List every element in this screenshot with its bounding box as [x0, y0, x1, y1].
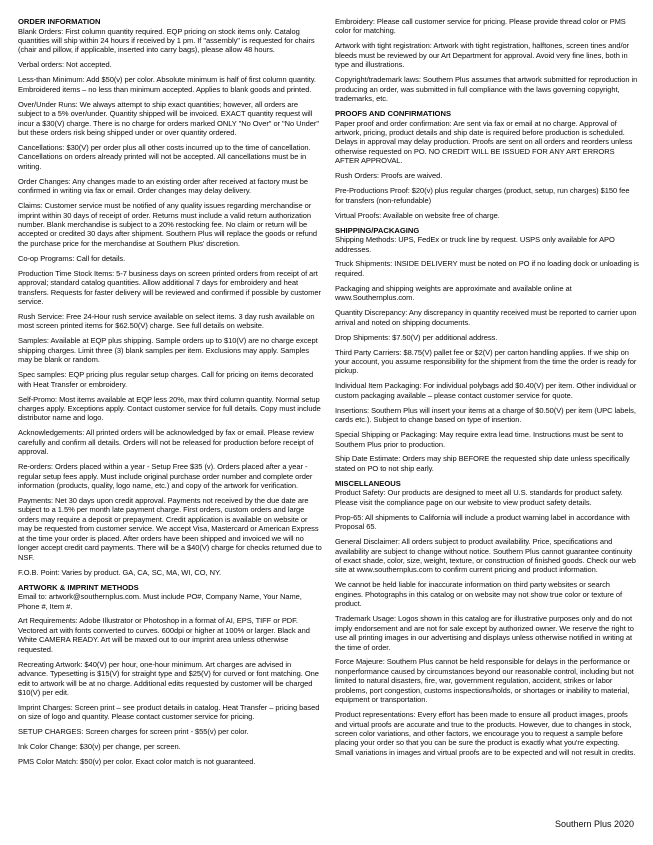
right-column — [335, 17, 639, 763]
paragraph: Third Party Carriers: $8.75(V) pallet fee or $2(V) per carton handling applies. If we ship on your account, you assume responsibility for the shipment from the time the order is ready for pickup. — [335, 347, 637, 376]
paragraph: Imprint Charges: Screen print – see product details in catalog. Heat Transfer – pricing based on size of logo and quantity. Please contact customer service for pricing. — [18, 702, 320, 722]
paragraph: Individual Item Packaging: For individual polybags add $0.40(V) per item. Other individual or custom packaging available – please contact customer service for quote. — [335, 381, 637, 400]
paragraph: Spec samples: EQP pricing plus regular setup charges. Call for pricing on items decorated with Heat Transfer or embroidery. — [18, 370, 314, 389]
paragraph: Prop-65: All shipments to California will include a product warning label in accordance with Proposal 65. — [335, 512, 630, 532]
paragraph: PMS Color Match: $50(v) per color. Exact color match is not guaranteed. — [18, 757, 256, 767]
paragraph: Copyright/trademark laws: Southern Plus assumes that artwork submitted for reproduction in producing an order, was submitted in full compliance with the laws governing copyright, trademarks, etc. — [335, 75, 638, 104]
paragraph: Paper proof and order confirmation: Are sent via fax or email at no charge. Approval of artwork, pricing, product details and ship date is required before production is scheduled. Delays in approval may delay production. Proofs are sent on all orders and reorders unless otherwise requested on PO. NO CREDIT WILL BE ISSUED FOR ANY ART ERRORS AFTER APPROVAL. — [335, 118, 633, 166]
paragraph: Self-Promo: Most items available at EQP less 20%, max third column quantity. Normal setup charges apply. Exceptions apply. Contact customer service for full details. Copy must include distributor name and logo. — [18, 394, 321, 423]
paragraph: Over/Under Runs: We always attempt to ship exact quantities; however, all orders are subject to a 5% over/under. Quantity shipped will be invoiced. EXACT quantity request will incur a $30(V) charge. There is no charge for orders marked ONLY "No Over" or "No Under" but these orders risk being shipped under or over quantity ordered. — [18, 99, 319, 137]
paragraph: Recreating Artwork: $40(V) per hour, one-hour minimum. Art charges are advised in advance. Typesetting is $15(V) for straight type and $25(V) for curved or font matching. One edit to artwork will be at no charge. Additional edits requested by customer will be charged $10(V) per edit. — [18, 659, 319, 697]
paragraph: Truck Shipments: INSIDE DELIVERY must be noted on PO if no loading dock or unloading is required. — [335, 259, 640, 278]
paragraph: Co-op Programs: Call for details. — [18, 253, 126, 263]
paragraph: Virtual Proofs: Available on website free of charge. — [335, 210, 500, 220]
paragraph: Order Changes: Any changes made to an existing order after received at factory must be confirmed in writing via fax or email. Order changes may delay delivery. — [18, 176, 309, 196]
paragraph: Pre-Productions Proof: $20(v) plus regular charges (product, setup, run charges) $150 fee for transfers (non-refundable) — [335, 186, 630, 205]
section-heading: PROOFS AND CONFIRMATIONS — [335, 109, 452, 118]
document-section — [335, 226, 639, 474]
paragraph: Artwork with tight registration: Artwork with tight registration, halftones, screen tines and/or bleeds must be reviewed by our Art Department for approval. Avoid very fine lines, both in type and illustrations. — [335, 41, 630, 70]
document-section — [335, 479, 639, 758]
paragraph: Product representations: Every effort has been made to ensure all product images, proofs and virtual proofs are accurate and true to the products. However, due to changes in stock, screen color variations, and other factors, we encourage you to request a sample before placing your order so that you can be sure the product is exactly what you're expecting. Small variations in images and virtual proofs are to be expected and will not result in credits. — [335, 710, 636, 757]
document-section — [335, 109, 639, 220]
paragraph: SETUP CHARGES: Screen charges for screen print - $55(v) per color. — [18, 727, 249, 737]
paragraph: Claims: Customer service must be notified of any quality issues regarding merchandise or imprint within 30 days of receipt of order. Returns must include a valid return authorization number. Blank merchandise is subject to a 20% restocking fee. No claim or return will be accepted or credited 30 days after shipment. Southern Plus will replace the goods or refund the purchase price for the merchandise at Southern Plus' discretion. — [18, 201, 317, 248]
paragraph: Embroidery: Please call customer service for pricing. Please provide thread color or PMS color for matching. — [335, 17, 626, 36]
paragraph: Less-than Minimum: Add $50(v) per color. Absolute minimum is half of first column quantity. Embroidered items – no less than minimum accepted. Applies to blank goods and printed. — [18, 75, 316, 94]
section-heading: SHIPPING/PACKAGING — [335, 225, 420, 235]
paragraph: Production Time Stock Items: 5-7 business days on screen printed orders from receipt of art approval; standard catalog quantities. Allow additional 7 days for embroidery and heat transfers. Requests for faster delivery will be reviewed and confirmed if possible by customer service. — [18, 268, 321, 307]
paragraph: Force Majeure: Southern Plus cannot be held responsible for delays in the performance or nonperformance caused by circumstances beyond our reasonable control, including but not limited to natural disasters, fire, war, government regulation, accident, strikes or labor problems, port congestion, customs inspections/holds, or shortages or inability to material, equipment or transportation. — [335, 657, 634, 705]
paragraph: We cannot be held liable for inaccurate information on third party websites or search engines. Photographs in this catalog or on website may not show true color or texture of product. — [335, 580, 623, 609]
paragraph: Special Shipping or Packaging: May require extra lead time. Instructions must be sent to Southern Plus prior to production. — [335, 430, 624, 449]
paragraph: Packaging and shipping weights are approximate and available online at www.Southernplus.com. — [335, 283, 572, 303]
page-footer: Southern Plus 2020 — [554, 819, 634, 829]
document-section — [18, 17, 322, 577]
paragraph: Insertions: Southern Plus will insert your items at a charge of $0.50(V) per item (UPC labels, cards etc.). Subject to change based on type of insertion. — [335, 405, 636, 425]
paragraph: Drop Shipments: $7.50(V) per additional address. — [335, 332, 498, 342]
paragraph: Verbal orders: Not accepted. — [18, 60, 112, 70]
paragraph: Ship Date Estimate: Orders may ship BEFORE the requested ship date unless specifically stated on PO to not ship early. — [335, 454, 630, 473]
paragraph: Re-orders: Orders placed within a year - Setup Free $35 (v). Orders placed after a year - regular setup fees apply. Must include original purchase order number and complete order information (products, quality, logo name, etc.) and copy of the artwork for verification. — [18, 462, 313, 491]
paragraph: Trademark Usage: Logos shown in this catalog are for illustrative purposes only and do not imply endorsement and are not for sale except by authorized owner. We reserve the right to use all printing images in our advertising and displays unless otherwise notified in writing at the time of order. — [335, 614, 634, 652]
document-section — [335, 17, 639, 104]
section-heading: MISCELLANEOUS — [335, 478, 401, 488]
section-heading: ORDER INFORMATION — [18, 17, 101, 26]
paragraph: Rush Orders: Proofs are waived. — [335, 171, 443, 181]
paragraph: Ink Color Change: $30(v) per change, per screen. — [18, 742, 181, 752]
paragraph: F.O.B. Point: Varies by product. GA, CA, SC, MA, WI, CO, NY. — [18, 567, 222, 577]
paragraph: General Disclaimer: All orders subject to product availability. Price, specifications and availability are subject to change without notice. Southern Plus cannot guarantee continuity of exact shade, color, size, weight, texture, or construction of finished goods. Check our web site at www.southernplus.com to confirm current pricing and product information. — [335, 537, 636, 575]
left-column — [18, 17, 322, 772]
document-section — [18, 583, 322, 767]
section-heading: ARTWORK & IMPRINT METHODS — [18, 582, 139, 592]
paragraph: Shipping Methods: UPS, FedEx or truck line by request. USPS only available for APO addresses. — [335, 235, 615, 254]
paragraph: Art Requirements: Adobe Illustrator or Photoshop in a format of AI, EPS, TIFF or PDF. Vectored art with fonts converted to curves. 600dpi or higher at 100% or larger. Black and White CAMERA READY. Art will be maxed out to our imprint area unless otherwise requested. — [18, 616, 310, 654]
paragraph: Email to: artwork@southernplus.com. Must include PO#, Company Name, Your Name, Phone #, Item #. — [18, 592, 302, 611]
paragraph: Acknowledgements: All printed orders will be acknowledged by fax or email. Please review carefully and confirm all details. Orders will not be released for production before receipt of approval. — [18, 428, 314, 457]
paragraph: Cancellations: $30(V) per order plus all other costs incurred up to the time of cancellation. Cancellations on orders already printed will not be accepted. All cancellations must be in writing. — [18, 142, 311, 171]
paragraph: Product Safety: Our products are designed to meet all U.S. standards for product safety. Please visit the compliance page on our website to view product safety details. — [335, 488, 623, 507]
paragraph: Blank Orders: First column quantity required. EQP pricing on stock items only. Catalog quantities will ship within 24 hours if received by 1 pm. If "assembly" is requested for chairs (chair and pillow, if applicable, inserted into carry bags), please allow 48 hours. — [18, 26, 315, 55]
paragraph: Quantity Discrepancy: Any discrepancy in quantity received must be reported to carrier upon arrival and noted on shipping documents. — [335, 308, 637, 327]
paragraph: Payments: Net 30 days upon credit approval. Payments not received by the due date are subject to a 1.5% per month late payment charge. First orders, custom orders and large orders may require a deposit or prepayment. Credit application is available on website or may be requested from customer service. We accept Visa, Mastercard or American Express at the time your order is placed. After orders have been shipped and invoiced we will no longer accept credit card payments. There will be a $40(V) charge for checks returned due to NSF. — [18, 496, 322, 562]
paragraph: Samples: Available at EQP plus shipping. Sample orders up to $10(V) are no charge except shipping charges. Limit three (3) blank samples per item. Exclusions may apply. Samples may be blank or random. — [18, 336, 318, 365]
paragraph: Rush Service: Free 24-Hour rush service available on select items. 3 day rush available on most screen printed items for $62.50(V) charge. See full details on website. — [18, 312, 315, 331]
